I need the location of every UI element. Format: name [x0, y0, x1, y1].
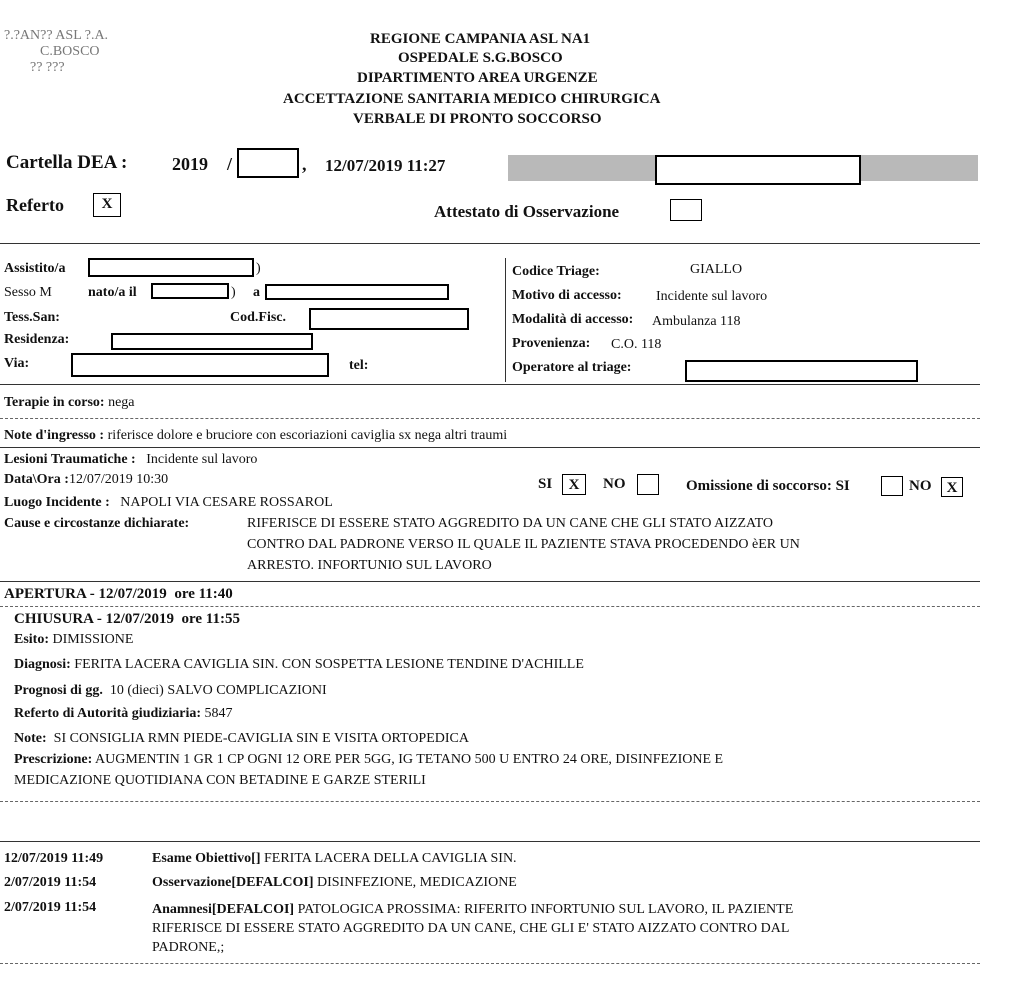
referto-checkbox[interactable]: X [93, 193, 121, 217]
si-checkbox[interactable]: X [562, 474, 586, 495]
redacted-operatore [685, 360, 918, 382]
log-entry [152, 851, 517, 867]
log-label: Osservazione[DEFALCOI] [152, 875, 314, 890]
header-hospital: OSPEDALE S.G.BOSCO [398, 50, 563, 66]
codice-triage-value: GIALLO [690, 262, 743, 277]
note-row [14, 731, 469, 747]
divider [0, 384, 980, 385]
omissione-no-checkbox[interactable]: X [941, 477, 963, 497]
apertura-time: ore 11:40 [174, 586, 233, 602]
log-text: FERITA LACERA DELLA CAVIGLIA SIN. [263, 851, 517, 866]
redacted-cartella-number [237, 148, 299, 178]
autorita-row [14, 706, 233, 722]
esito-label: Esito: [14, 632, 49, 647]
diagnosi-label: Diagnosi: [14, 657, 71, 672]
diagnosi-value: FERITA LACERA CAVIGLIA SIN. CON SOSPETTA LESIONE TENDINE D'ACHILLE [74, 657, 584, 672]
note-value: SI CONSIGLIA RMN PIEDE-CAVIGLIA SIN E VISITA ORTOPEDICA [53, 731, 469, 746]
sesso-label: Sesso M [4, 285, 52, 300]
apertura-row [4, 586, 233, 603]
chiusura-label: CHIUSURA - 12/07/2019 [14, 611, 175, 627]
note-label: Note: [14, 731, 47, 746]
divider [0, 243, 980, 244]
redacted-patient-id [655, 155, 861, 185]
divider [0, 801, 980, 802]
cartella-datetime: 12/07/2019 11:27 [325, 156, 446, 175]
log-time: 2/07/2019 11:54 [4, 900, 97, 915]
tess-label: Tess.San: [4, 310, 60, 325]
divider [0, 447, 980, 448]
terapie-value: nega [108, 395, 135, 410]
chiusura-row [14, 611, 240, 628]
log-text-line-2: RIFERISCE DI ESSERE STATO AGGREDITO DA UN CANE, CHE GLI E' STATO AIZZATO CONTRO DAL [152, 921, 790, 936]
luogo-value: NAPOLI VIA CESARE ROSSAROL [120, 495, 333, 510]
cause-line-2: CONTRO DAL PADRONE VERSO IL QUALE IL PAZIENTE STAVA PROCEDENDO èER UN [247, 537, 800, 552]
divider [0, 581, 980, 582]
divider [0, 963, 980, 964]
prescrizione-line-1: AUGMENTIN 1 GR 1 CP OGNI 12 ORE PER 5GG, IG TETANO 500 U ENTRO 24 ORE, DISINFEZIONE E [95, 752, 724, 767]
si-label: SI [538, 476, 553, 492]
diagnosi-row [14, 657, 584, 673]
motivo-label: Motivo di accesso: [512, 288, 622, 303]
cartella-comma: , [302, 154, 307, 174]
autorita-label: Referto di Autorità giudiziaria: [14, 706, 202, 721]
cause-line-1: RIFERISCE DI ESSERE STATO AGGREDITO DA UN CANE CHE GLI STATO AIZZATO [247, 516, 774, 531]
luogo-row [4, 495, 333, 511]
note-ingresso-row [4, 428, 507, 444]
attestato-label: Attestato di Osservazione [434, 202, 620, 221]
motivo-value: Incidente sul lavoro [656, 289, 768, 304]
dataora-value: 12/07/2019 10:30 [68, 472, 169, 487]
via-label: Via: [4, 356, 30, 371]
header-department: DIPARTIMENTO AREA URGENZE [357, 70, 598, 86]
residenza-label: Residenza: [4, 332, 70, 347]
redacted-address [71, 353, 329, 377]
divider [0, 418, 980, 419]
dataora-row [4, 472, 168, 488]
redacted-residence [111, 333, 313, 350]
omissione-si-checkbox[interactable] [881, 476, 903, 496]
luogo-label: Luogo Incidente : [4, 495, 110, 510]
apertura-label: APERTURA - 12/07/2019 [4, 586, 167, 602]
modalita-value: Ambulanza 118 [652, 314, 741, 329]
terapie-row [4, 395, 135, 411]
dataora-label: Data\Ora : [4, 472, 69, 487]
header-service: ACCETTAZIONE SANITARIA MEDICO CHIRURGICA [283, 91, 661, 107]
cartella-label: Cartella DEA : [6, 152, 128, 173]
redacted-birthplace [265, 284, 449, 300]
no-label: NO [603, 476, 626, 492]
divider [0, 841, 980, 842]
attestato-checkbox[interactable] [670, 199, 702, 221]
provenienza-value: C.O. 118 [611, 337, 662, 352]
provenienza-label: Provenienza: [512, 336, 591, 351]
lesioni-row [4, 452, 257, 468]
log-time: 12/07/2019 11:49 [4, 851, 104, 866]
referto-label: Referto [6, 195, 64, 215]
a-label: a [253, 285, 260, 300]
log-label: Anamnesi[DEFALCOI] [152, 902, 295, 917]
log-time: 2/07/2019 11:54 [4, 875, 97, 890]
redacted-codfisc [309, 308, 469, 330]
page-title: VERBALE DI PRONTO SOCCORSO [353, 111, 602, 127]
autorita-value: 5847 [204, 706, 233, 721]
cartella-slash: / [227, 154, 233, 174]
prescrizione-row [14, 752, 723, 768]
omissione-label: Omissione di soccorso: SI [686, 478, 850, 494]
divider [0, 606, 980, 607]
omissione-no-label: NO [909, 478, 932, 494]
redacted-birthdate [151, 283, 229, 299]
operatore-label: Operatore al triage: [512, 360, 632, 375]
note-ingresso-label: Note d'ingresso : [4, 428, 105, 443]
prognosi-value: 10 (dieci) SALVO COMPLICAZIONI [109, 683, 327, 698]
codice-triage-label: Codice Triage: [512, 264, 600, 279]
modalita-label: Modalità di accesso: [512, 312, 634, 327]
header-region: REGIONE CAMPANIA ASL NA1 [370, 31, 591, 47]
nato-label: nato/a il [88, 285, 137, 300]
codfisc-label: Cod.Fisc. [230, 310, 286, 325]
log-entry [152, 902, 793, 918]
tel-label: tel: [349, 358, 369, 373]
esito-row [14, 632, 133, 648]
prescrizione-line-2: MEDICAZIONE QUOTIDIANA CON BETADINE E GARZE STERILI [14, 773, 426, 788]
log-text: DISINFEZIONE, MEDICAZIONE [317, 875, 517, 890]
chiusura-time: ore 11:55 [181, 611, 240, 627]
terapie-label: Terapie in corso: [4, 395, 105, 410]
prognosi-label: Prognosi di gg. [14, 683, 103, 698]
lesioni-value: Incidente sul lavoro [146, 452, 258, 467]
redacted-name [88, 258, 254, 277]
prescrizione-label: Prescrizione: [14, 752, 93, 767]
note-ingresso-value: riferisce dolore e bruciore con escoriazioni caviglia sx nega altri traumi [107, 428, 508, 443]
log-text-line-3: PADRONE,; [152, 940, 225, 955]
no-checkbox[interactable] [637, 474, 659, 495]
stamp-line-2: C.BOSCO [40, 44, 100, 59]
cartella-year: 2019 [172, 154, 208, 174]
prognosi-row [14, 683, 327, 699]
lesioni-label: Lesioni Traumatiche : [4, 452, 136, 467]
vertical-divider [505, 258, 506, 382]
cause-line-3: ARRESTO. INFORTUNIO SUL LAVORO [247, 558, 492, 573]
log-label: Esame Obiettivo[] [152, 851, 261, 866]
log-text: PATOLOGICA PROSSIMA: RIFERITO INFORTUNIO SUL LAVORO, IL PAZIENTE [297, 902, 794, 917]
esito-value: DIMISSIONE [52, 632, 134, 647]
stamp-line-3: ?? ??? [30, 60, 65, 75]
cause-label: Cause e circostanze dichiarate: [4, 516, 190, 531]
assistito-label: Assistito/a [4, 261, 66, 276]
stamp-line-1: ?.?AN?? ASL ?.A. [4, 28, 109, 43]
log-entry [152, 875, 517, 891]
